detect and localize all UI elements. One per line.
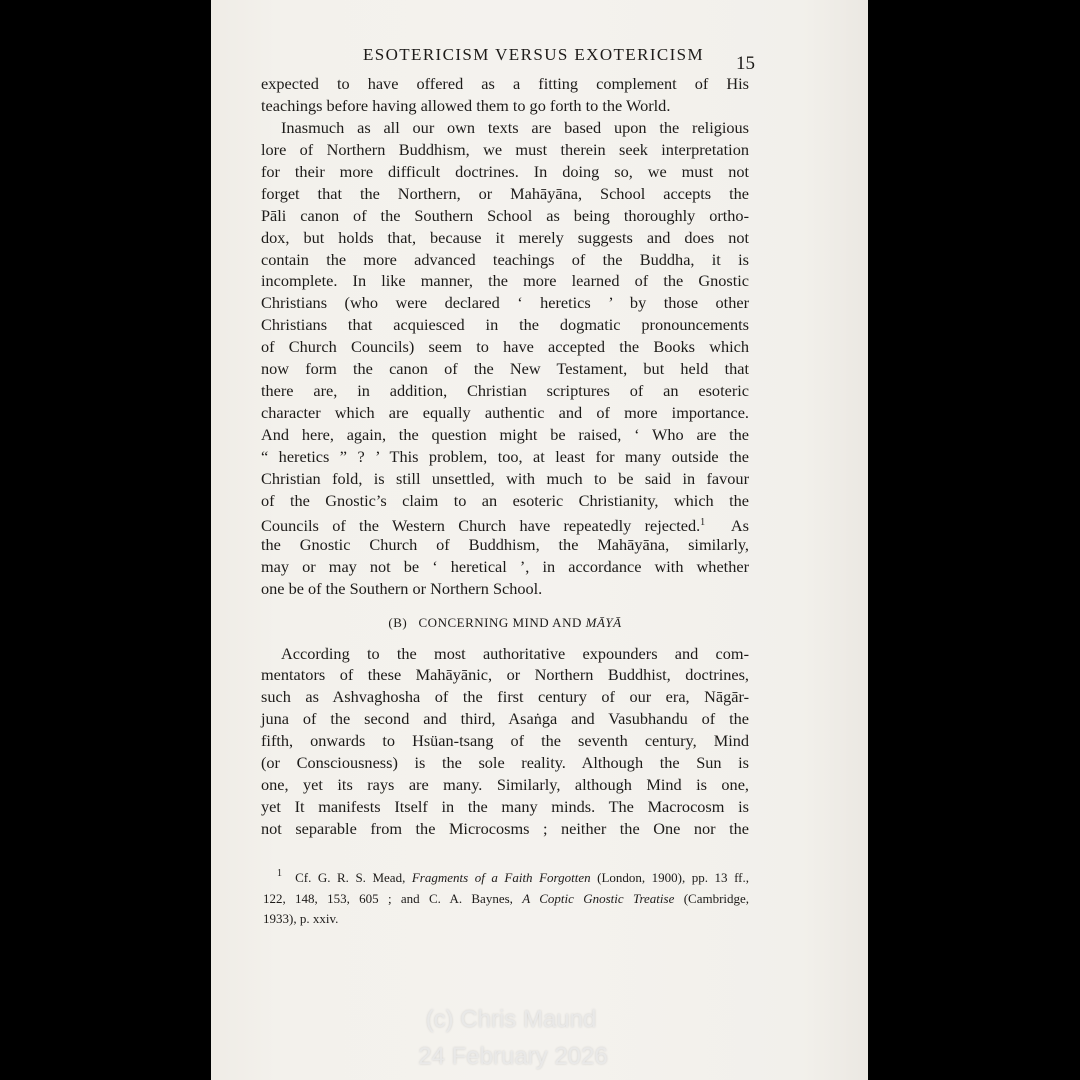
footnote-line <box>263 864 749 889</box>
section-label: (B) <box>388 614 408 630</box>
footnote-number: 1 <box>277 868 282 879</box>
text-line: teachings before having allowed them to go forth to the World. <box>261 95 671 115</box>
section-title-italic: MĀYĀ <box>585 614 622 630</box>
text-line: character which are equally authentic and of more importance. <box>261 403 749 423</box>
text-line: for their more difficult doctrines. In doing so, we must not <box>261 161 749 181</box>
section-title: CONCERNING MIND AND <box>418 614 582 630</box>
page-number: 15 <box>736 53 755 74</box>
text-line: one be of the Southern or Northern School. <box>261 578 543 598</box>
text-segment: Councils of the Western Church have repeatedly rejected. <box>261 515 701 535</box>
text-line: juna of the second and third, Asaṅga and Vasubhandu of the <box>261 709 749 729</box>
text-line: Christians that acquiesced in the dogmatic pronouncements <box>261 315 749 335</box>
footnote-line <box>263 889 749 910</box>
text-line: According to the most authoritative expounders and com- <box>281 643 749 663</box>
text-line: mentators of these Mahāyānic, or Northern Buddhist, doctrines, <box>261 665 749 685</box>
text-line: dox, but holds that, because it merely suggests and does not <box>261 227 749 247</box>
text-line: such as Ashvaghosha of the first century of our era, Nāgār- <box>261 687 749 707</box>
text-line: lore of Northern Buddhism, we must therein seek interpretation <box>261 139 749 159</box>
text-line: yet It manifests Itself in the many minds. The Macrocosm is <box>261 797 749 817</box>
body-text <box>261 73 749 840</box>
section-heading <box>261 612 749 634</box>
text-line: may or may not be ‘ heretical ’, in accordance with whether <box>261 556 749 576</box>
text-line-with-footnote <box>261 512 749 534</box>
text-line: there are, in addition, Christian scriptures of an esoteric <box>261 381 749 401</box>
text-segment: As <box>730 515 749 535</box>
text-line: Pāli canon of the Southern School as being thoroughly ortho- <box>261 205 749 225</box>
text-line: of the Gnostic’s claim to an esoteric Christianity, which the <box>261 490 749 510</box>
footnote-text: Cf. G. R. S. Mead, <box>295 870 406 885</box>
text-line: the Gnostic Church of Buddhism, the Mahāyāna, similarly, <box>261 534 749 554</box>
footnote-title: A Coptic Gnostic Treatise <box>522 890 675 906</box>
text-line: Christians (who were declared ‘ heretics ’ by those other <box>261 293 749 313</box>
footnote-title: Fragments of a Faith Forgotten <box>411 870 591 885</box>
text-line: Inasmuch as all our own texts are based upon the religious <box>281 117 749 137</box>
footnote-text: (Cambridge, <box>683 890 750 906</box>
footnote-text: (London, 1900), pp. 13 ff., <box>597 870 750 885</box>
footnote-line: 1933), p. xxiv. <box>263 911 339 926</box>
text-line: one, yet its rays are many. Similarly, although Mind is one, <box>261 775 749 795</box>
watermark-date: 24 February 2026 <box>418 1043 608 1070</box>
text-line: “ heretics ” ? ’ This problem, too, at least for many outside the <box>261 446 749 466</box>
text-line: fifth, onwards to Hsüan-tsang of the seventh century, Mind <box>261 731 749 751</box>
text-line: Christian fold, is still unsettled, with much to be said in favour <box>261 468 749 488</box>
text-line: (or Consciousness) is the sole reality. Although the Sun is <box>261 753 749 773</box>
text-line: And here, again, the question might be raised, ‘ Who are the <box>261 425 749 444</box>
footnote <box>263 864 749 930</box>
text-line: of Church Councils) seem to have accepted the Books which <box>261 337 749 357</box>
watermark-copyright: (c) Chris Maund <box>425 1006 597 1033</box>
text-line: now form the canon of the New Testament, but held that <box>261 359 749 379</box>
text-line: incomplete. In like manner, the more learned of the Gnostic <box>261 271 749 291</box>
footnote-marker: 1 <box>700 516 706 528</box>
text-line: contain the more advanced teachings of the Buddha, it is <box>261 249 749 269</box>
footnote-text: 122, 148, 153, 605 ; and C. A. Baynes, <box>263 890 513 906</box>
running-head: ESOTERICISM VERSUS EXOTERICISM <box>362 45 705 64</box>
book-page <box>211 0 868 1080</box>
text-line: not separable from the Microcosms ; neither the One nor the <box>261 819 749 838</box>
text-line: expected to have offered as a fitting complement of His <box>261 74 749 93</box>
text-line: forget that the Northern, or Mahāyāna, School accepts the <box>261 183 749 203</box>
